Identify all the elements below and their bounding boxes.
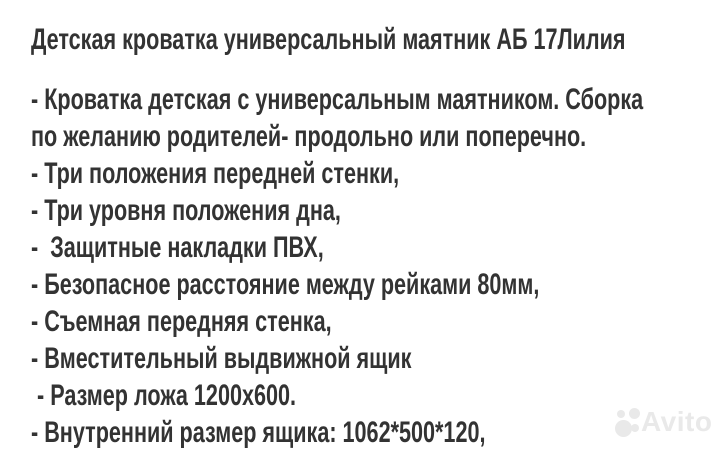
description-line: по желанию родителей- продольно или поперечно. (31, 120, 587, 153)
description-line: - Внутренний размер ящика: 1062*500*120, (31, 416, 486, 449)
description-line: - Безопасное расстояние между рейками 80мм, (31, 268, 540, 301)
description-line: - Размер ложа 1200х600. (31, 379, 297, 412)
avito-logo-icon (613, 403, 640, 439)
description-line: - Кроватка детская с универсальным маятником. Сборка (31, 83, 644, 116)
listing-title: Детская кроватка универсальный маятник АБ 17Лилия (31, 23, 626, 56)
description-line: - Три уровня положения дна, (31, 194, 341, 227)
avito-brand-text: Avito (641, 406, 713, 437)
description-line: - Защитные накладки ПВХ, (31, 231, 324, 264)
description-line: - Три положения передней стенки, (31, 157, 400, 190)
description-line: - Вместительный выдвижной ящик (31, 342, 412, 375)
avito-watermark (613, 403, 718, 445)
listing-description (31, 81, 643, 451)
description-line: - Съемная передняя стенка, (31, 305, 332, 338)
